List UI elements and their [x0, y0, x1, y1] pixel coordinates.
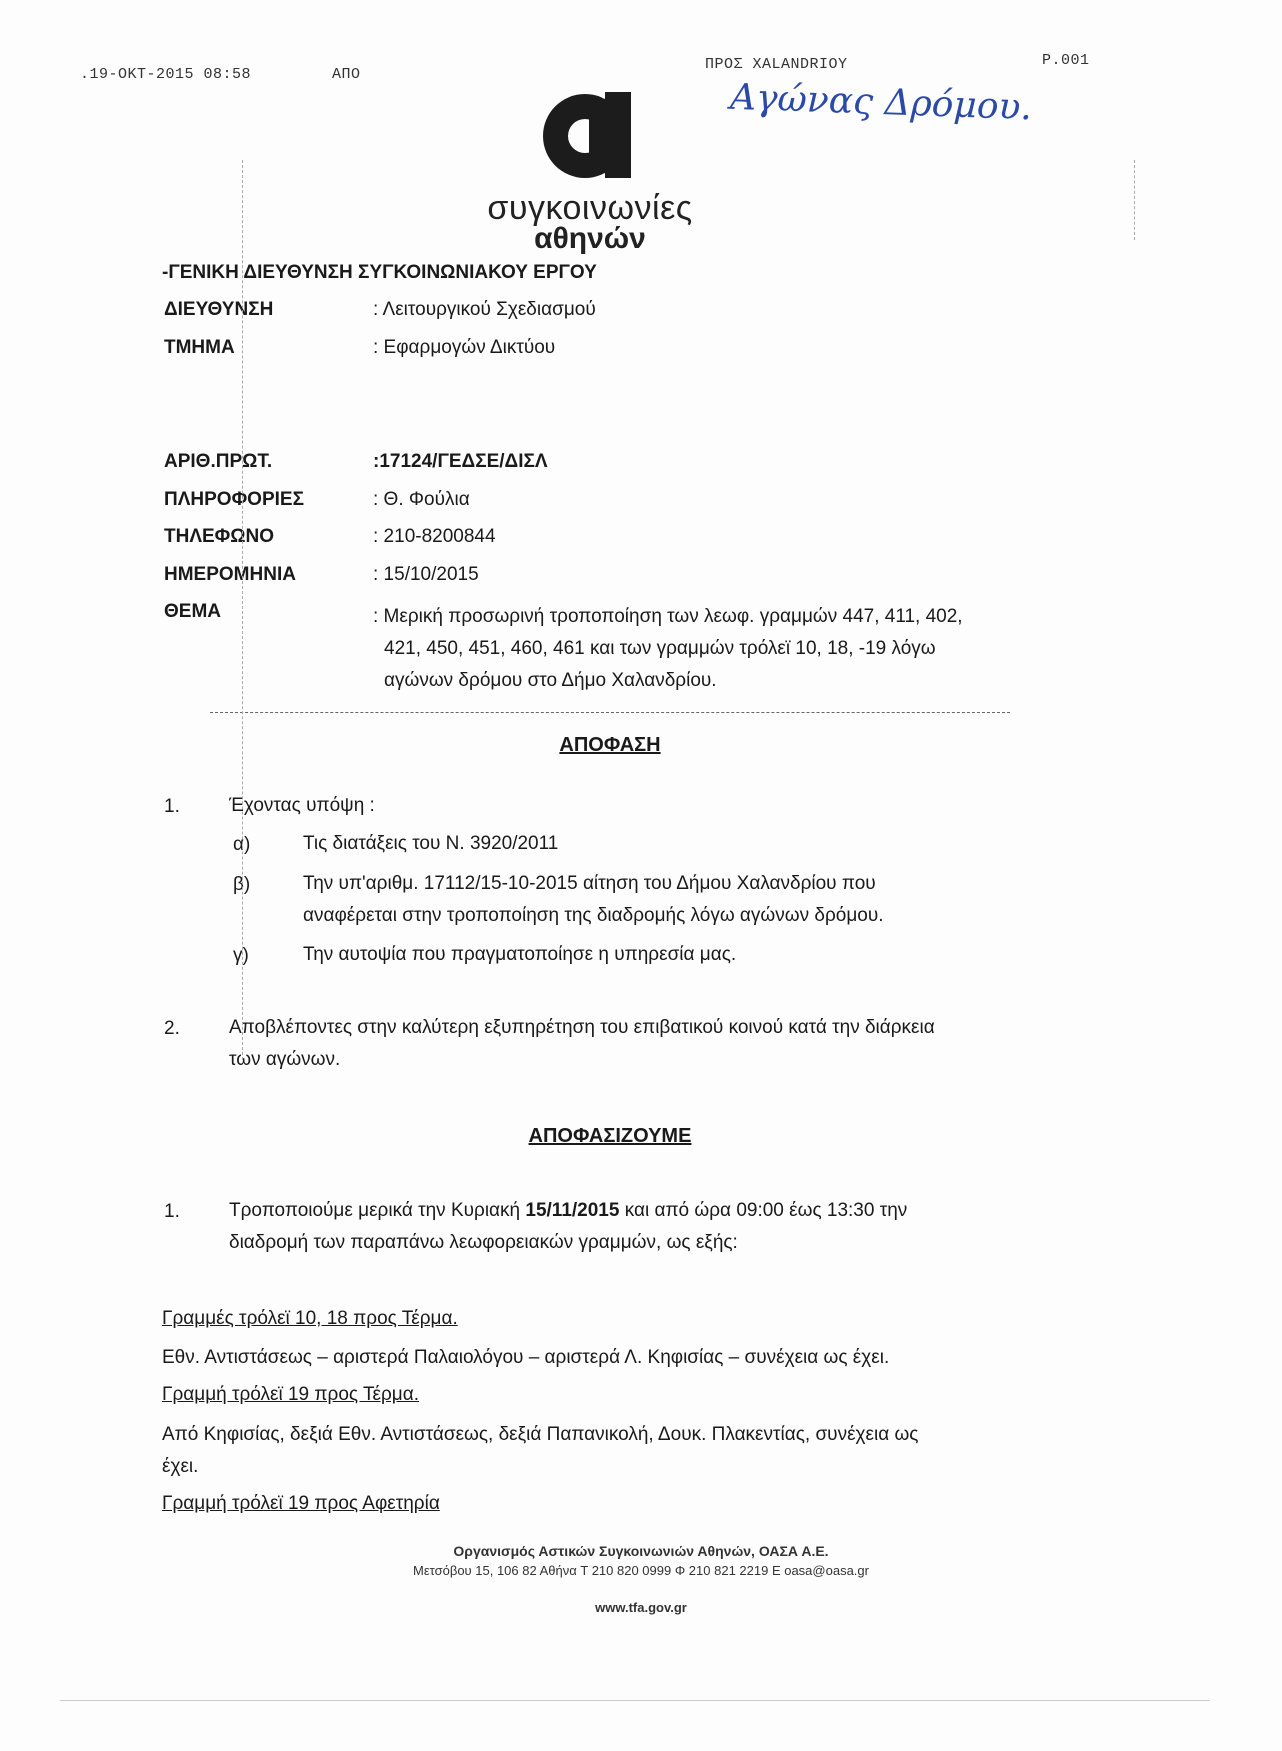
decision-item-2-num: 2. — [164, 1018, 180, 1039]
subject-line-2: 421, 450, 451, 460, 461 και των γραμμών τρόλεϊ 10, 18, -19 λόγω — [384, 638, 936, 659]
oasa-logo-icon — [533, 78, 645, 190]
footer-website: www.tfa.gov.gr — [595, 1600, 687, 1615]
decree-date: 15/11/2015 — [525, 1200, 620, 1221]
scan-artifact — [242, 160, 243, 1060]
sub-b-line-1: Την υπ'αριθμ. 17112/15-10-2015 αίτηση του Δήμου Χαλανδρίου που — [303, 873, 876, 894]
phone-label: ΤΗΛΕΦΩΝΟ — [164, 526, 275, 547]
separator — [210, 712, 1010, 713]
brand-line-2: αθηνών — [534, 222, 646, 255]
general-directorate: -ΓΕΝΙΚΗ ΔΙΕΥΘΥΝΣΗ ΣΥΓΚΟΙΝΩΝΙΑΚΟΥ ΕΡΓΟΥ — [162, 262, 597, 283]
decree-item-1-num: 1. — [164, 1201, 180, 1222]
route-2-line-1: Από Κηφισίας, δεξιά Εθν. Αντιστάσεως, δεξιά Παπανικολή, Δουκ. Πλακεντίας, συνέχεια ως — [162, 1424, 919, 1445]
decree-text-post: και από ώρα 09:00 έως 13:30 την — [619, 1200, 908, 1221]
route-2-title: Γραμμή τρόλεϊ 19 προς Τέρμα. — [162, 1384, 419, 1405]
fax-page: P.001 — [1042, 52, 1090, 69]
scan-artifact — [1134, 160, 1135, 240]
info-value: : Θ. Φούλια — [373, 489, 470, 510]
decision-item-2-line-1: Αποβλέποντες στην καλύτερη εξυπηρέτηση του επιβατικού κοινού κατά την διάρκεια — [229, 1017, 935, 1038]
handwritten-note: Αγώνας Δρόμου. — [729, 76, 1033, 129]
date-label: ΗΜΕΡΟΜΗΝΙΑ — [164, 564, 296, 585]
protocol-label: ΑΡΙΘ.ΠΡΩΤ. — [164, 451, 273, 472]
sub-c-text: Την αυτοψία που πραγματοποίησε η υπηρεσία μας. — [303, 944, 737, 965]
department-label: ΤΜΗΜΑ — [164, 337, 235, 358]
phone-value: : 210-8200844 — [373, 526, 496, 547]
decision-item-1-num: 1. — [164, 796, 180, 817]
footer-org: Οργανισμός Αστικών Συγκοινωνιών Αθηνών, ΟΑΣΑ Α.Ε. — [453, 1543, 829, 1559]
brand-line-1: συγκοινωνίες — [487, 189, 693, 227]
page-edge — [60, 1700, 1210, 1701]
route-2-line-2: έχει. — [162, 1456, 199, 1477]
info-label: ΠΛΗΡΟΦΟΡΙΕΣ — [164, 489, 304, 510]
department-value: : Εφαρμογών Δικτύου — [373, 337, 556, 358]
subject-label: ΘΕΜΑ — [164, 601, 221, 622]
date-value: : 15/10/2015 — [373, 564, 479, 585]
route-1-title: Γραμμές τρόλεϊ 10, 18 προς Τέρμα. — [162, 1308, 458, 1329]
decision-item-2-line-2: των αγώνων. — [229, 1049, 341, 1070]
decision-title: ΑΠΟΦΑΣΗ — [559, 734, 661, 756]
directorate-label: ΔΙΕΥΘΥΝΣΗ — [164, 299, 274, 320]
fax-from: ΑΠΟ — [332, 66, 361, 83]
decree-item-1-line-1 — [229, 1195, 907, 1227]
footer-address: Μετσόβου 15, 106 82 Αθήνα T 210 820 0999 Φ 210 821 2219 E oasa@oasa.gr — [413, 1563, 869, 1578]
subject-line-3: αγώνων δρόμου στο Δήμο Χαλανδρίου. — [384, 670, 717, 691]
decree-item-1-line-2: διαδρομή των παραπάνω λεωφορειακών γραμμών, ως εξής: — [229, 1232, 738, 1253]
fax-datetime: .19-OKT-2015 08:58 — [80, 66, 252, 83]
sub-b-line-2: αναφέρεται στην τροποποίηση της διαδρομής λόγω αγώνων δρόμου. — [303, 905, 884, 926]
fax-to: ΠΡΟΣ XALANDRIOY — [705, 56, 848, 73]
route-1-text: Εθν. Αντιστάσεως – αριστερά Παλαιολόγου – αριστερά Λ. Κηφισίας – συνέχεια ως έχει. — [162, 1347, 890, 1368]
decree-text-pre: Τροποποιούμε μερικά την Κυριακή — [229, 1200, 526, 1221]
sub-c-label: γ) — [233, 945, 249, 966]
subject-text — [373, 601, 1053, 697]
directorate-value: : Λειτουργικού Σχεδιασμού — [373, 299, 596, 320]
sub-b-label: β) — [233, 874, 251, 895]
sub-a-label: α) — [233, 834, 251, 855]
protocol-value: :17124/ΓΕΔΣΕ/ΔΙΣΛ — [373, 451, 548, 472]
route-3-title: Γραμμή τρόλεϊ 19 προς Αφετηρία — [162, 1493, 440, 1514]
sub-a-text: Τις διατάξεις του Ν. 3920/2011 — [303, 833, 559, 854]
decree-title: ΑΠΟΦΑΣΙΖΟΥΜΕ — [528, 1125, 692, 1147]
subject-line-1: : Μερική προσωρινή τροποποίηση των λεωφ. γραμμών 447, 411, 402, — [373, 606, 963, 627]
decision-item-1: Έχοντας υπόψη : — [229, 795, 375, 816]
